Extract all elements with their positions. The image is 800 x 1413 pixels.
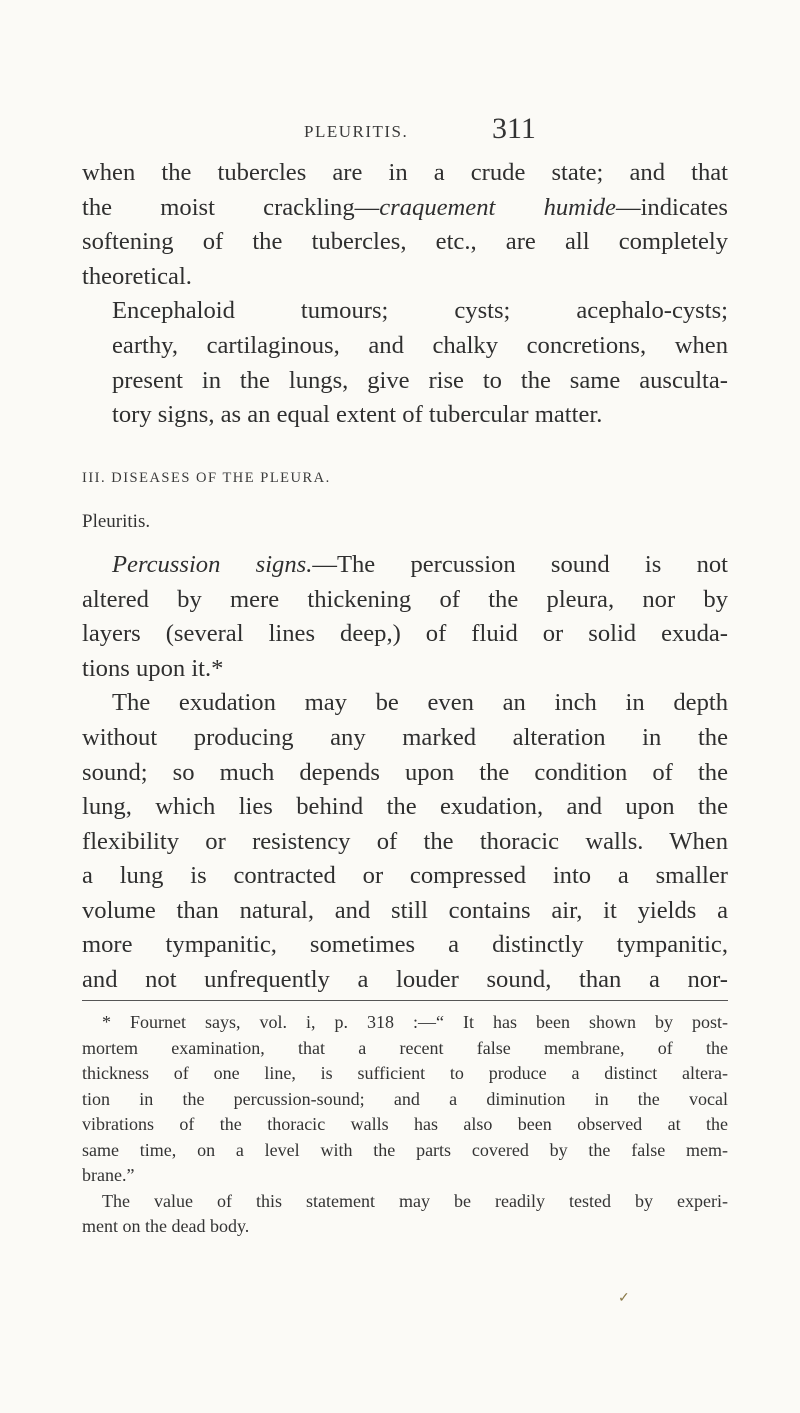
text-line: layers (several lines deep,) of fluid or solid exuda-: [82, 620, 728, 648]
footnote-line: tion in the percussion-sound; and a diminution in the vocal: [82, 1088, 728, 1109]
ink-mark: ✓: [618, 1290, 630, 1306]
main-text: [82, 156, 728, 998]
paragraph-exudation: [82, 686, 728, 997]
text-fragment: —The percussion sound is not: [312, 550, 728, 578]
text-line: The exudation may be even an inch in depth: [112, 689, 728, 717]
text-line: flexibility or resistency of the thoracic walls. When: [82, 827, 728, 855]
footnote-line: The value of this statement may be readily tested by experi-: [102, 1190, 728, 1211]
sub-heading: Pleuritis.: [82, 511, 151, 533]
text-line: present in the lungs, give rise to the same ausculta-: [112, 366, 728, 394]
footnote-line: thickness of one line, is sufficient to produce a distinct altera-: [82, 1063, 728, 1083]
footnote-line: vibrations of the thoracic walls has also been observed at the: [82, 1114, 728, 1134]
paragraph-tubercles: [82, 156, 728, 294]
text-line: without producing any marked alteration in the: [82, 723, 728, 751]
text-line: altered by mere thickening of the pleura, nor by: [82, 585, 728, 613]
text-line: and not unfrequently a louder sound, than a nor-: [82, 966, 728, 994]
text-fragment: the moist crackling—: [82, 193, 380, 221]
text-line: sound; so much depends upon the condition of the: [82, 758, 728, 786]
text-line: when the tubercles are in a crude state; and that: [82, 159, 728, 186]
footnote-line: brane.”: [82, 1165, 135, 1185]
text-line: tions upon it.*: [82, 654, 224, 682]
text-line: [82, 548, 728, 583]
text-fragment: —indicates: [615, 193, 728, 221]
text-line: theoretical.: [82, 262, 192, 290]
footnote-line: same time, on a level with the parts covered by the false mem-: [82, 1139, 728, 1160]
footnote-line: ment on the dead body.: [82, 1216, 250, 1236]
text-line: more tympanitic, sometimes a distinctly tympanitic,: [82, 931, 728, 959]
italic-heading: Percussion signs.: [112, 550, 313, 578]
running-title: PLEURITIS.: [304, 122, 409, 141]
footnote-rule: [82, 1000, 728, 1001]
paragraph-percussion: [82, 548, 728, 686]
text-line: volume than natural, and still contains air, it yields a: [82, 896, 728, 924]
text-line: lung, which lies behind the exudation, and upon the: [82, 793, 728, 821]
text-line: [82, 191, 728, 226]
page-number: 311: [492, 112, 536, 145]
text-line: Encephaloid tumours; cysts; acephalo-cysts;: [112, 297, 728, 325]
italic-term: craquement humide: [379, 193, 616, 221]
text-line: a lung is contracted or compressed into a smaller: [82, 862, 728, 890]
footnote-quote: [82, 1010, 728, 1189]
footnote: [82, 1010, 728, 1240]
paragraph-encephaloid: [82, 294, 728, 432]
text-line: softening of the tubercles, etc., are all completely: [82, 228, 728, 256]
text-line: earthy, cartilaginous, and chalky concretions, when: [112, 331, 728, 359]
footnote-line: mortem examination, that a recent false membrane, of the: [82, 1037, 728, 1058]
footnote-comment: [82, 1189, 728, 1240]
section-heading: III. DISEASES OF THE PLEURA.: [82, 469, 331, 486]
text-line: tory signs, as an equal extent of tubercular matter.: [112, 401, 603, 429]
footnote-line: * Fournet says, vol. i, p. 318 :—“ It has been shown by post-: [102, 1012, 728, 1032]
running-head: [0, 112, 800, 152]
